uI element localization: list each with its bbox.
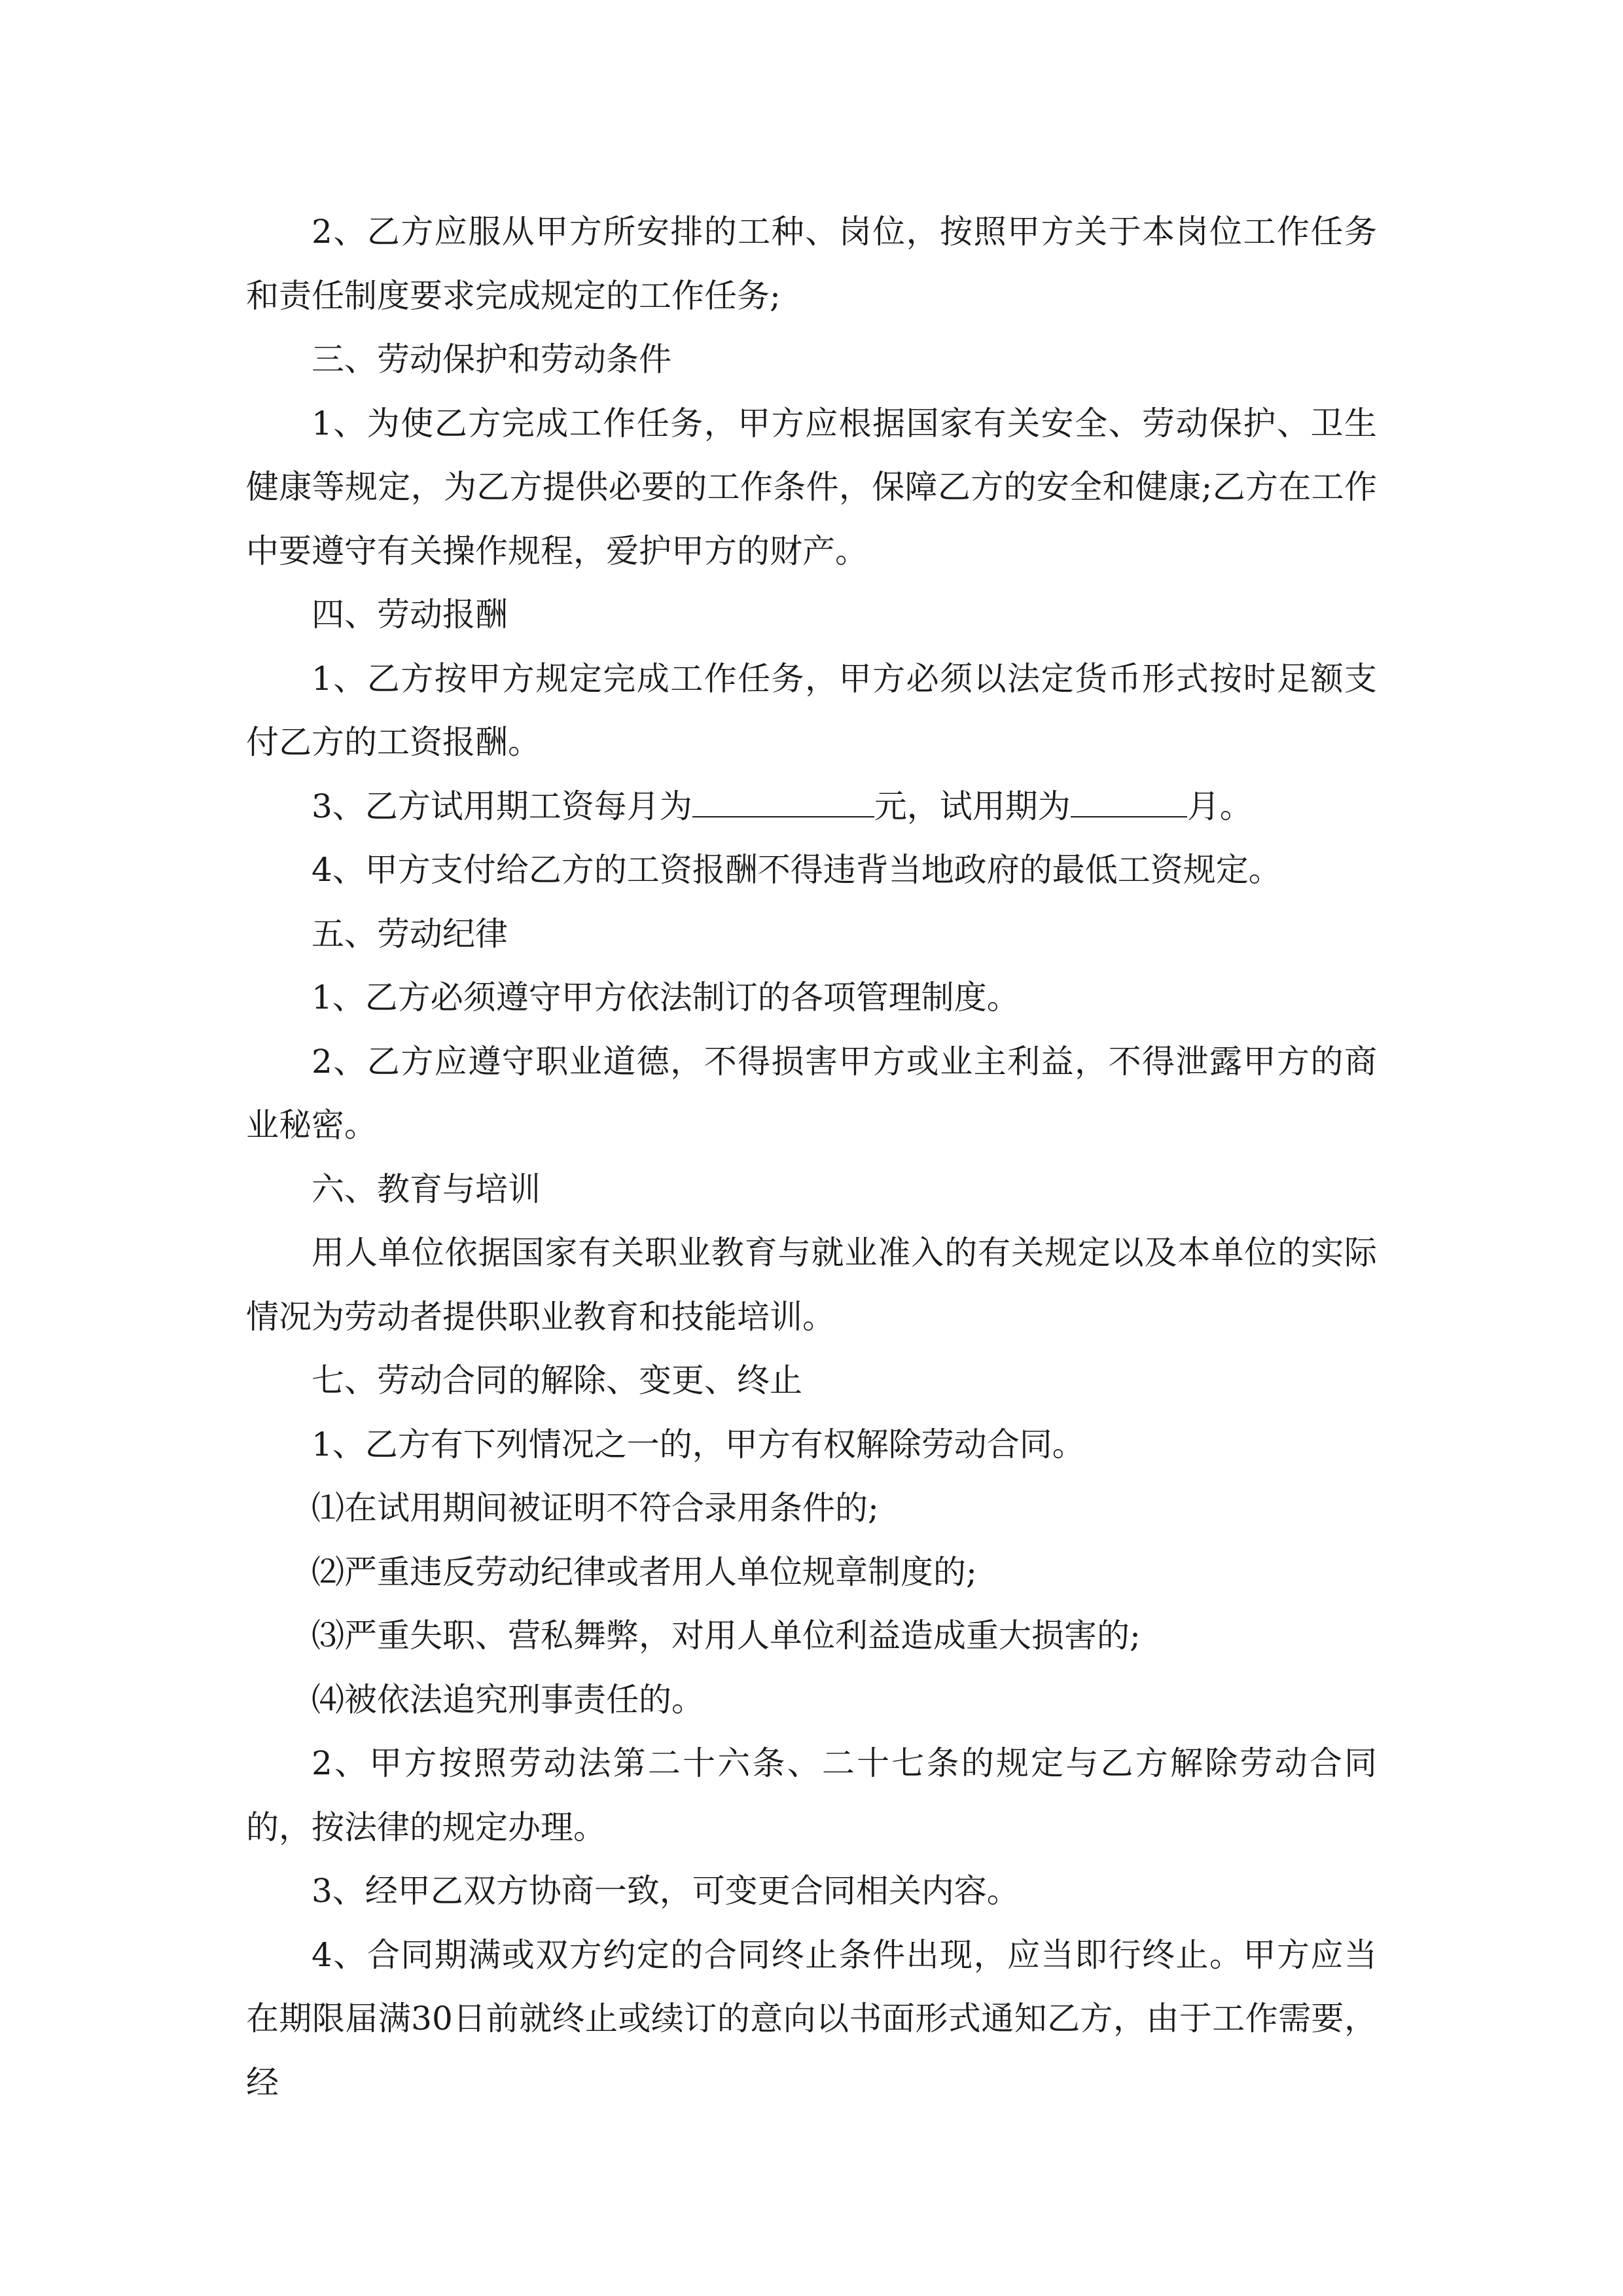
paragraph-minimum-wage: 4、甲方支付给乙方的工资报酬不得违背当地政府的最低工资规定。 [312, 851, 1281, 889]
section-heading-termination: 七、劳动合同的解除、变更、终止 [312, 1361, 802, 1399]
paragraph-management-rules: 1、乙方必须遵守甲方依法制订的各项管理制度。 [312, 978, 1020, 1016]
paragraph-contract-expiry: 4、合同期满或双方约定的合同终止条件出现，应当即行终止。甲方应当在期限届满30日前就终止或续订的意向以书面形式通知乙方，由于工作需要，经 [246, 1935, 1377, 2102]
paragraph-salary-payment: 1、乙方按甲方规定完成工作任务，甲方必须以法定货币形式按时足额支付乙方的工资报酬。 [246, 659, 1377, 761]
section-heading-training: 六、教育与培训 [312, 1170, 541, 1208]
paragraph-working-conditions: 1、为使乙方完成工作任务，甲方应根据国家有关安全、劳动保护、卫生健康等规定，为乙方提供必要的工作条件，保障乙方的安全和健康;乙方在工作中要遵守有关操作规程，爱护甲方的财产。 [246, 404, 1377, 570]
section-heading-remuneration: 四、劳动报酬 [312, 596, 508, 634]
list-item-dereliction: ⑶严重失职、营私舞弊，对用人单位利益造成重大损害的; [312, 1617, 1141, 1655]
paragraph-vocational-training: 用人单位依据国家有关职业教育与就业准入的有关规定以及本单位的实际情况为劳动者提供职业教育和技能培训。 [246, 1234, 1377, 1336]
probation-salary-suffix: 月。 [1186, 787, 1253, 825]
paragraph-contract-amendment: 3、经甲乙双方协商一致，可变更合同相关内容。 [312, 1872, 1020, 1910]
probation-salary-middle: 元，试用期为 [874, 787, 1071, 825]
list-item-criminal-liability: ⑷被依法追究刑事责任的。 [312, 1680, 704, 1719]
paragraph-professional-ethics: 2、乙方应遵守职业道德，不得损害甲方或业主利益，不得泄露甲方的商业秘密。 [246, 1042, 1377, 1144]
probation-salary-prefix: 3、乙方试用期工资每月为 [312, 787, 692, 825]
paragraph-probation-salary [246, 775, 1377, 839]
paragraph-labor-law-termination: 2、甲方按照劳动法第二十六条、二十七条的规定与乙方解除劳动合同的，按法律的规定办理。 [246, 1744, 1377, 1846]
paragraph-work-assignment: 2、乙方应服从甲方所安排的工种、岗位，按照甲方关于本岗位工作任务和责任制度要求完成规定的工作任务; [246, 213, 1377, 315]
list-item-probation-failure: ⑴在试用期间被证明不符合录用条件的; [312, 1489, 879, 1527]
document-body [246, 200, 1377, 2115]
paragraph-termination-conditions: 1、乙方有下列情况之一的，甲方有权解除劳动合同。 [312, 1425, 1085, 1463]
salary-amount-blank[interactable] [692, 786, 874, 817]
section-heading-labor-protection: 三、劳动保护和劳动条件 [312, 340, 671, 378]
list-item-discipline-violation: ⑵严重违反劳动纪律或者用人单位规章制度的; [312, 1552, 977, 1591]
section-heading-discipline: 五、劳动纪律 [312, 914, 508, 953]
probation-months-blank[interactable] [1071, 786, 1187, 817]
